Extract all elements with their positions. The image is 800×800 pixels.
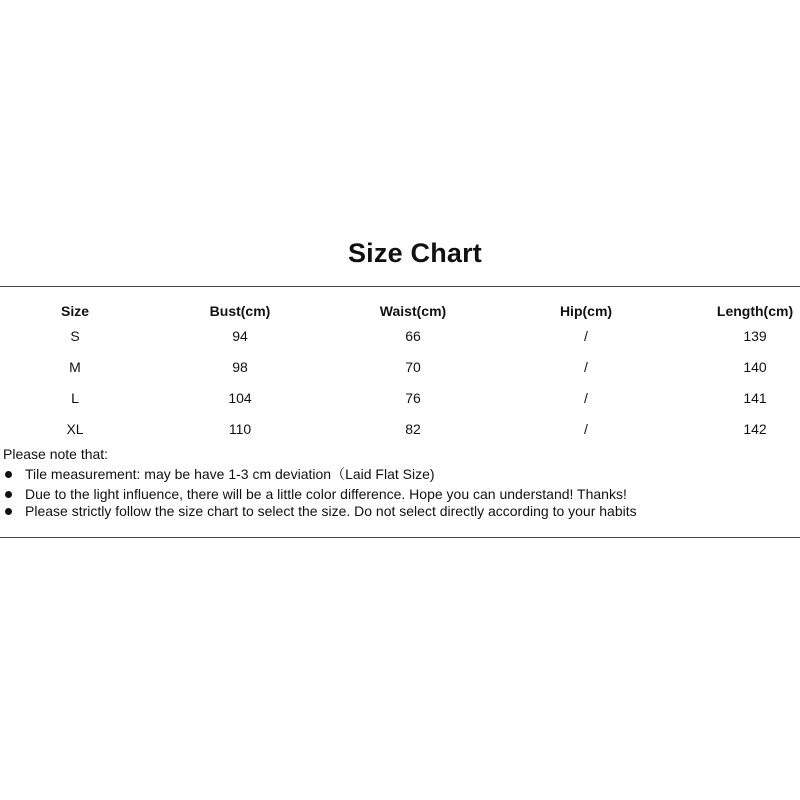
note-text: Please strictly follow the size chart to select the size. Do not select directly according to your habits <box>25 503 637 519</box>
notes-intro: Please note that: <box>3 446 109 462</box>
cell-bust: 104 <box>228 390 252 406</box>
cell-size: S <box>70 328 80 344</box>
table-header-row <box>0 300 800 325</box>
bottom-divider <box>0 537 800 538</box>
cell-size: L <box>71 390 79 406</box>
header-waist: Waist(cm) <box>379 303 447 319</box>
table-row <box>0 325 800 356</box>
size-table <box>0 300 800 449</box>
list-item <box>0 502 637 520</box>
header-hip: Hip(cm) <box>559 303 613 319</box>
cell-waist: 82 <box>405 421 421 437</box>
cell-hip: / <box>584 390 588 406</box>
header-bust: Bust(cm) <box>209 303 271 319</box>
list-item <box>0 465 637 483</box>
cell-length: 142 <box>743 421 767 437</box>
table-row <box>0 387 800 418</box>
cell-bust: 94 <box>232 328 248 344</box>
cell-length: 140 <box>743 359 767 375</box>
header-length: Length(cm) <box>716 303 794 319</box>
list-item <box>0 485 637 503</box>
top-divider <box>0 286 800 287</box>
cell-waist: 76 <box>405 390 421 406</box>
cell-hip: / <box>584 328 588 344</box>
cell-length: 141 <box>743 390 767 406</box>
cell-waist: 66 <box>405 328 421 344</box>
cell-length: 139 <box>743 328 767 344</box>
cell-size: M <box>69 359 81 375</box>
cell-waist: 70 <box>405 359 421 375</box>
cell-bust: 98 <box>232 359 248 375</box>
cell-size: XL <box>66 421 84 437</box>
cell-bust: 110 <box>228 421 252 437</box>
bullet-dot-icon <box>5 491 12 498</box>
note-text: Due to the light influence, there will be a little color difference. Hope you can understand! Thanks! <box>25 486 627 502</box>
notes-list <box>0 465 637 520</box>
header-size: Size <box>60 303 89 319</box>
table-row <box>0 418 800 449</box>
cell-hip: / <box>584 359 588 375</box>
note-text: Tile measurement: may be have 1-3 cm deviation（Laid Flat Size) <box>25 466 435 482</box>
bullet-dot-icon <box>5 471 12 478</box>
bullet-dot-icon <box>5 508 12 515</box>
cell-hip: / <box>584 421 588 437</box>
size-chart-title: Size Chart <box>347 238 483 268</box>
table-row <box>0 356 800 387</box>
